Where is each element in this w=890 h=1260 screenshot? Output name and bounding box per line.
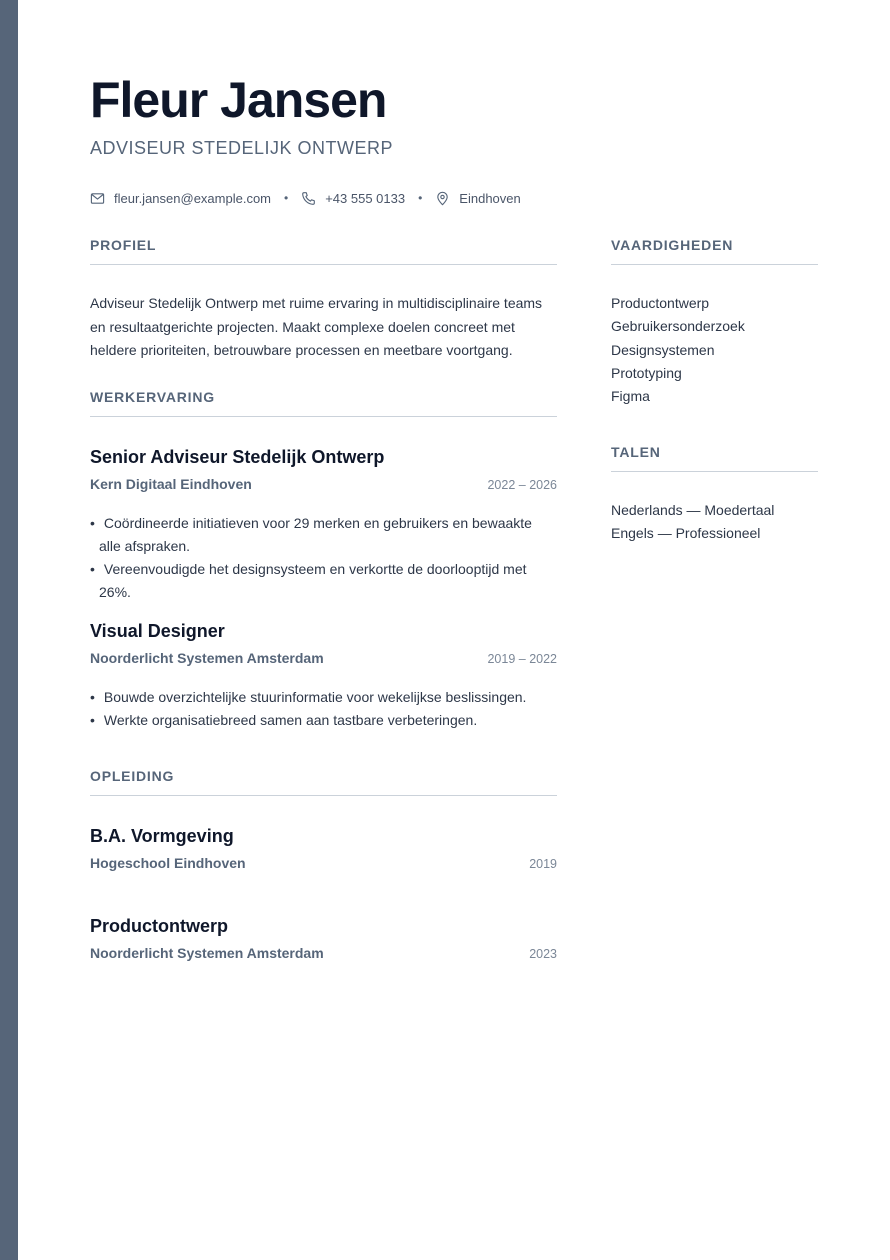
- experience-heading: WERKERVARING: [90, 388, 557, 417]
- skill-item: Designsystemen: [611, 341, 715, 358]
- candidate-name: Fleur Jansen: [90, 72, 387, 128]
- skill-item: Prototyping: [611, 364, 682, 381]
- education-heading: OPLEIDING: [90, 767, 557, 796]
- experience-entry: [90, 445, 557, 604]
- bullet-text: Bouwde overzichtelijke stuurinformatie voor wekelijkse beslissingen.: [103, 689, 527, 705]
- contact-separator: •: [284, 191, 289, 205]
- language-item: Nederlands — Moedertaal: [611, 502, 775, 518]
- resume-page: [90, 0, 818, 1260]
- bullet-text: Werkte organisatiebreed samen aan tastbare verbeteringen.: [103, 712, 478, 728]
- skill-item: Figma: [611, 388, 650, 405]
- bullet-item: • Werkte organisatiebreed samen aan tastbare verbeteringen.: [90, 712, 478, 728]
- education-entry: [90, 914, 557, 963]
- bullet-text: Vereenvoudigde het designsysteem en verkortte de doorlooptijd met 26%.: [99, 561, 527, 600]
- bullet-item: • Coördineerde initiatieven voor 29 merken en gebruikers en bewaakte alle afspraken.: [90, 515, 532, 554]
- education-year: 2019: [529, 857, 557, 871]
- job-title: ADVISEUR STEDELIJK ONTWERP: [90, 138, 394, 158]
- experience-org: Kern Digitaal Eindhoven: [90, 476, 252, 492]
- languages-heading: TALEN: [611, 443, 818, 472]
- contact-separator: •: [418, 191, 423, 205]
- skill-item: Productontwerp: [611, 295, 710, 311]
- bullet-item: • Vereenvoudigde het designsysteem en verkortte de doorlooptijd met 26%.: [90, 561, 527, 600]
- experience-meta: [90, 649, 557, 668]
- accent-bar: [0, 0, 18, 1260]
- education-entry: [90, 824, 557, 873]
- map-pin-icon: [435, 191, 450, 206]
- experience-meta: [90, 475, 557, 494]
- contact-email[interactable]: [90, 191, 271, 206]
- phone-icon: [301, 191, 316, 206]
- skills-heading: VAARDIGHEDEN: [611, 236, 818, 265]
- bullet-item: • Bouwde overzichtelijke stuurinformatie voor wekelijkse beslissingen.: [90, 689, 527, 705]
- experience-role: Senior Adviseur Stedelijk Ontwerp: [90, 447, 385, 467]
- education-school: Noorderlicht Systemen Amsterdam: [90, 945, 324, 961]
- experience-role: Visual Designer: [90, 621, 225, 641]
- education-meta: [90, 854, 557, 873]
- location-text: Eindhoven: [459, 190, 521, 206]
- contact-location: [435, 191, 520, 206]
- education-meta: [90, 944, 557, 963]
- experience-dates: 2019 – 2022: [487, 652, 557, 666]
- education-degree: Productontwerp: [90, 916, 228, 936]
- experience-dates: 2022 – 2026: [487, 478, 557, 492]
- contact-phone[interactable]: [301, 191, 405, 206]
- experience-bullets: [90, 686, 557, 732]
- education-school: Hogeschool Eindhoven: [90, 855, 246, 871]
- experience-entry: [90, 619, 557, 732]
- contact-line: [90, 188, 521, 208]
- language-item: Engels — Professioneel: [611, 525, 761, 542]
- experience-org: Noorderlicht Systemen Amsterdam: [90, 650, 324, 666]
- experience-bullets: [90, 512, 557, 604]
- education-degree: B.A. Vormgeving: [90, 826, 234, 846]
- bullet-text: Coördineerde initiatieven voor 29 merken en gebruikers en bewaakte alle afspraken.: [99, 515, 532, 554]
- skills-list: [611, 292, 818, 408]
- skill-item: Gebruikersonderzoek: [611, 318, 745, 335]
- languages-list: [611, 499, 818, 546]
- mail-icon: [90, 191, 105, 206]
- profile-text: Adviseur Stedelijk Ontwerp met ruime ervaring in multidisciplinaire teams en resultaatgerichte projecten. Maakt complexe doelen concreet met heldere prioriteiten, betrouwbare processen en meetbare voortgang.: [90, 295, 543, 358]
- profile-heading: PROFIEL: [90, 236, 557, 265]
- phone-text: +43 555 0133: [325, 190, 406, 206]
- education-year: 2023: [529, 947, 557, 961]
- email-text: fleur.jansen@example.com: [114, 190, 271, 206]
